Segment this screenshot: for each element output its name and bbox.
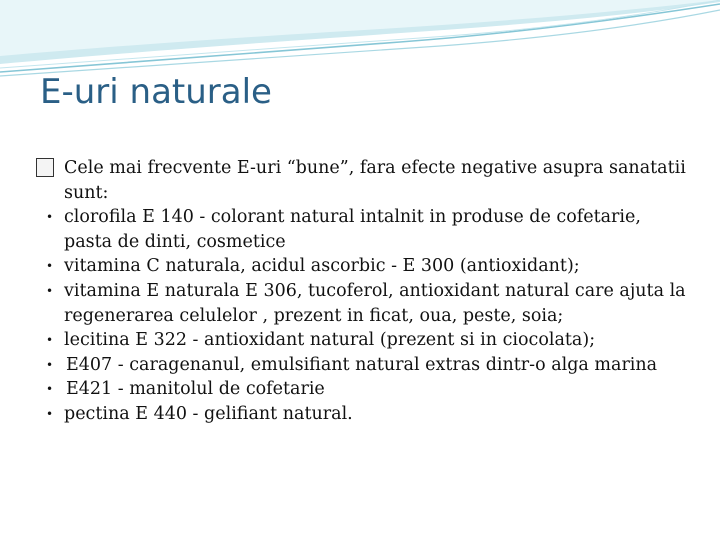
list-item [36,353,686,378]
list-item [36,254,686,279]
bullet-icon: • [46,283,54,298]
list-item [36,377,686,402]
bullet-icon: • [46,259,54,274]
list-item-text: lecitina E 322 - antioxidant natural (prezent si in ciocolata); [64,330,596,351]
intro-paragraph [36,156,686,205]
bullet-icon: • [46,357,54,372]
list-item-text: clorofila E 140 - colorant natural intalnit in produse de cofetarie, pasta de dinti, cosmetice [64,207,641,252]
list-item-text: E421 - manitolul de cofetarie [66,379,325,400]
slide-content [36,156,686,427]
list-item [36,402,686,427]
bullet-icon: • [46,406,54,421]
list-item [36,279,686,328]
list-item-text: vitamina C naturala, acidul ascorbic - E 300 (antioxidant); [64,256,580,277]
bullet-icon: • [46,382,54,397]
missing-glyph-icon: ? [36,158,54,177]
header-wave-decoration [0,0,720,80]
list-item-text: vitamina E naturala E 306, tucoferol, antioxidant natural care ajuta la regenerarea celulelor , prezent in ficat, oua, peste, soia; [64,280,686,326]
bullet-icon: • [46,333,54,348]
list-item-text: pectina E 440 - gelifiant natural. [64,403,353,424]
list-item [36,205,686,254]
intro-text: Cele mai frecvente E-uri “bune”, fara efecte negative asupra sanatatii sunt: [64,158,686,203]
list-item-text: E407 - caragenanul, emulsifiant natural extras dintr-o alga marina [66,354,658,375]
list-item [36,328,686,353]
slide-title: E-uri naturale [40,72,272,112]
bullet-icon: • [46,210,54,225]
